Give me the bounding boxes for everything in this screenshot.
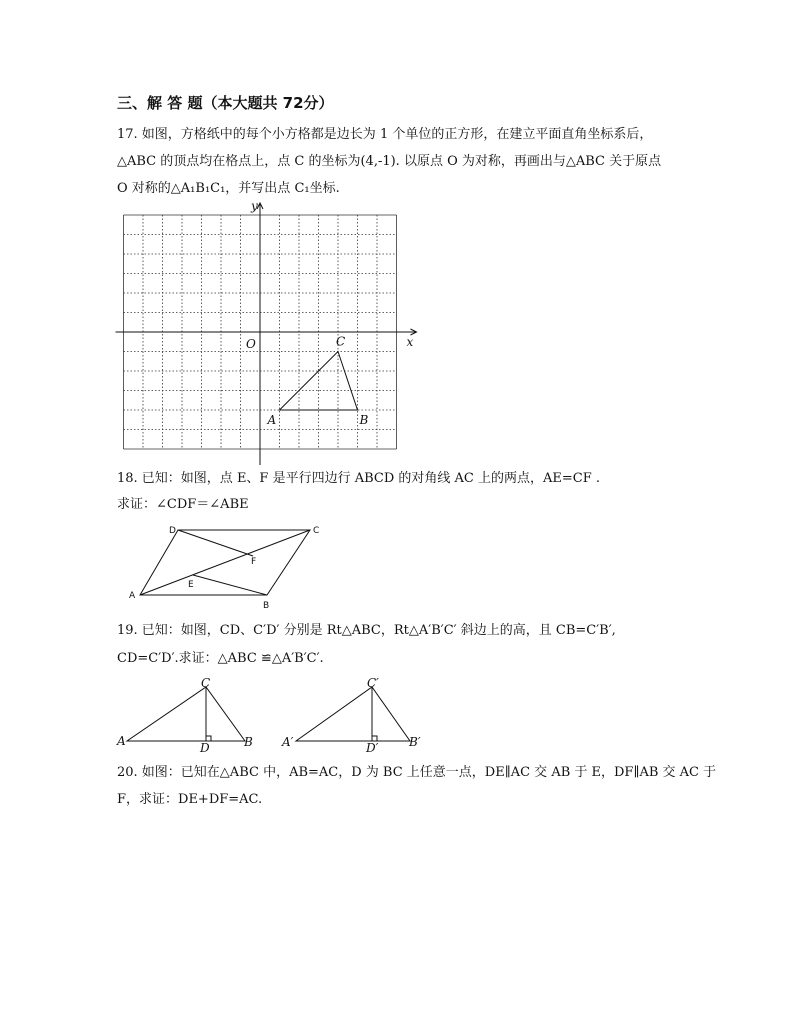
label-f: F <box>251 557 257 567</box>
q18-parallelogram-figure <box>120 520 330 615</box>
label-c-prime: C′ <box>367 676 379 690</box>
q19-triangles-figure <box>115 676 435 756</box>
origin-label: O <box>246 337 256 351</box>
section-title: 三、解 答 题（本大题共 72分） <box>117 94 334 112</box>
q19-line1: 19. 已知：如图，CD、C′D′ 分别是 Rt△ABC，Rt△A′B′C′ 斜边上的高，且 CB=C′B′, <box>117 623 616 638</box>
label-a: A <box>117 734 126 748</box>
x-axis-label: x <box>406 335 414 349</box>
label-d-prime: D′ <box>366 741 379 755</box>
triangle-abc <box>127 687 245 741</box>
q18-line1: 18. 已知：如图，点 E、F 是平行四边行 ABCD 的对角线 AC 上的两点，AE=CF . <box>117 471 600 486</box>
q19-line2: CD=C′D′.求证：△ABC ≌△A′B′C′. <box>117 651 324 666</box>
label-c: C <box>201 676 211 690</box>
q17-line2: △ABC 的顶点均在格点上，点 C 的坐标为(4,-1). 以原点 O 为对称，再画出与△ABC 关于原点 <box>117 154 662 169</box>
label-a: A <box>129 591 136 601</box>
label-d: D <box>169 526 176 536</box>
vertex-b-label: B <box>359 413 369 427</box>
label-d: D <box>200 741 210 755</box>
vertex-a-label: A <box>267 413 277 427</box>
label-b: B <box>263 601 270 611</box>
q17-line3: O 对称的△A₁B₁C₁，并写出点 C₁坐标. <box>117 181 340 196</box>
segment-be <box>193 575 267 595</box>
label-c: C <box>313 526 320 536</box>
q18-line2: 求证：∠CDF＝∠ABE <box>117 497 249 512</box>
label-b-prime: B′ <box>409 735 421 749</box>
q20-line2: F，求证：DE+DF=AC. <box>117 792 263 807</box>
triangle-a2b2c2 <box>296 687 410 741</box>
diagonal-ac <box>140 530 310 595</box>
label-a-prime: A′ <box>282 735 294 749</box>
q20-line1: 20. 如图：已知在△ABC 中，AB=AC，D 为 BC 上任意一点，DE∥AC 交 AB 于 E，DF∥AB 交 AC 于 <box>117 765 717 780</box>
q17-line1: 17. 如图，方格纸中的每个小方格都是边长为 1 个单位的正方形，在建立平面直角坐标系后， <box>117 127 653 142</box>
y-axis-label: y <box>251 199 258 213</box>
vertex-c-label: C <box>336 334 346 349</box>
label-b: B <box>244 735 253 749</box>
q17-coordinate-grid <box>100 195 440 470</box>
label-e: E <box>188 580 194 590</box>
segment-df <box>178 530 253 556</box>
